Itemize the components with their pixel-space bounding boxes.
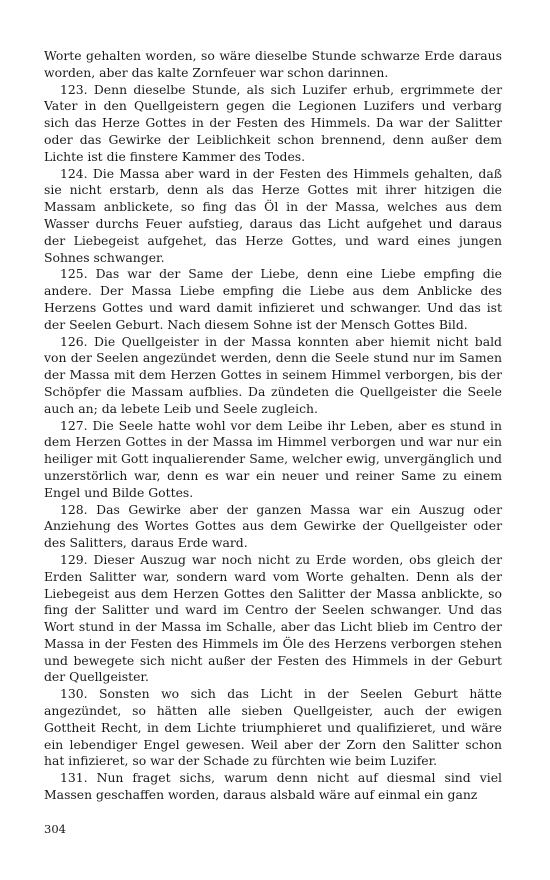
paragraph-126: 126. Die Quellgeister in der Massa konnten aber hiemit nicht bald von der Seelen angezündet werden, denn die Seele stund nur im Samen der Massa mit dem Herzen Gottes in seinem Himmel verborgen, bis der Schöpfer die Massam aufblies. Da zündeten die Quellgeister die Seele auch an; da lebete Leib und Seele zugleich. bbox=[44, 333, 502, 416]
paragraph-131: 131. Nun fraget sichs, warum denn nicht auf diesmal sind viel Massen geschaffen worden, daraus alsbald wäre auf einmal ein ganz bbox=[44, 770, 502, 803]
paragraph-continuation: Worte gehalten worden, so wäre dieselbe Stunde schwarze Erde daraus worden, aber das kalte Zornfeuer war schon darinnen. bbox=[44, 48, 502, 80]
paragraph-128: 128. Das Gewirke aber der ganzen Massa war ein Auszug oder Anziehung des Wortes Gottes aus dem Gewirke der Quellgeister oder des Salitters, daraus Erde ward. bbox=[44, 501, 502, 551]
paragraph-123: 123. Denn dieselbe Stunde, als sich Luzifer erhub, ergrimmete der Vater in den Quellgeistern gegen die Legionen Luzifers und verbarg sich das Herze Gottes in der Festen des Himmels. Da war der Salitter oder das Gewirke der Leiblichkeit schon brennend, denn außer dem Lichte ist die finstere Kammer des Todes. bbox=[44, 81, 502, 164]
page-number: 304 bbox=[44, 822, 66, 836]
paragraph-127: 127. Die Seele hatte wohl vor dem Leibe ihr Leben, aber es stund in dem Herzen Gottes in der Massa im Himmel verborgen und war nur ein heiliger mit Gott inqualierender Same, welcher ewig, unvergänglich und unzerstörlich war, denn es war ein neuer und reiner Same zu einem Engel und Bilde Gottes. bbox=[44, 417, 502, 500]
page-body bbox=[44, 48, 502, 804]
paragraph-125: 125. Das war der Same der Liebe, denn eine Liebe empfing die andere. Der Massa Liebe empfing die Liebe aus dem Anblicke des Herzens Gottes und ward damit infizieret und schwanger. Und das ist der Seelen Geburt. Nach diesem Sohne ist der Mensch Gottes Bild. bbox=[44, 266, 502, 332]
paragraph-124: 124. Die Massa aber ward in der Festen des Himmels gehalten, daß sie nicht erstarb, denn als das Herze Gottes mit ihrer hitzigen die Massam anblickete, so fing das Öl in der Massa, welches aus dem Wasser durchs Feuer aufstieg, daraus das Licht aufgehet und daraus der Liebegeist aufgehet, das Herze Gottes, und ward eines jungen Sohnes schwanger. bbox=[44, 165, 502, 265]
paragraph-130: 130. Sonsten wo sich das Licht in der Seelen Geburt hätte angezündet, so hätten alle sieben Quellgeister, auch der ewigen Gottheit Recht, in dem Lichte triumphieret und qualifizieret, und wäre ein lebendiger Engel gewesen. Weil aber der Zorn den Salitter schon hat infizieret, so war der Schade zu fürchten wie beim Luzifer. bbox=[44, 686, 502, 769]
paragraph-129: 129. Dieser Auszug war noch nicht zu Erde worden, obs gleich der Erden Salitter war, sondern ward vom Worte gehalten. Denn als der Liebegeist aus dem Herzen Gottes den Salitter der Massa anblickte, so fing der Salitter und ward im Centro der Seelen schwanger. Und das Wort stund in der Massa im Schalle, aber das Licht blieb im Centro der Massa in der Festen des Himmels im Öle des Herzens verborgen stehen und bewegete sich nicht außer der Festen des Himmels in der Geburt der Quellgeister. bbox=[44, 551, 502, 685]
